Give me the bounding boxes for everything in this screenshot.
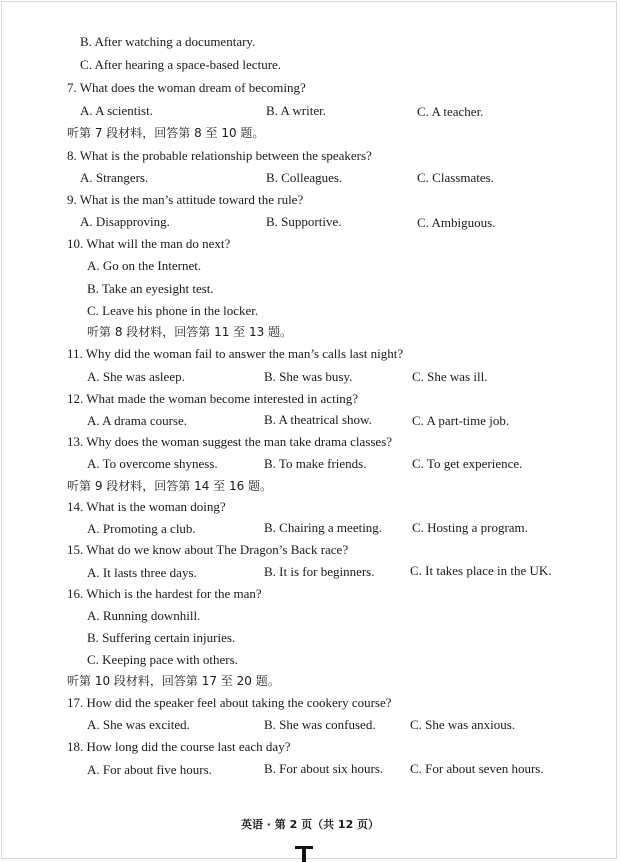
question-9: 9. What is the man’s attitude toward the rule? [67, 192, 304, 207]
option-8a: A. Strangers. [80, 170, 149, 185]
option-13b: B. To make friends. [264, 456, 367, 471]
question-13: 13. Why does the woman suggest the man take drama classes? [67, 434, 393, 449]
crop-mark-stem [302, 846, 306, 862]
section-heading-10: 听第 10 段材料，回答第 17 至 20 题。 [67, 674, 280, 688]
option-7b: B. A writer. [266, 103, 326, 118]
question-17: 17. How did the speaker feel about taking the cookery course? [67, 695, 392, 710]
question-15: 15. What do we know about The Dragon’s Back race? [67, 542, 349, 557]
option-11a: A. She was asleep. [87, 369, 185, 384]
option-16b: B. Suffering certain injuries. [87, 630, 236, 645]
option-14a: A. Promoting a club. [87, 521, 196, 536]
question-16: 16. Which is the hardest for the man? [67, 586, 262, 601]
option-15c: C. It takes place in the UK. [410, 563, 552, 578]
option-7c: C. A teacher. [417, 104, 484, 119]
option-17a: A. She was excited. [87, 717, 190, 732]
option-9c: C. Ambiguous. [417, 215, 496, 230]
option-9b: B. Supportive. [266, 214, 342, 229]
option-18b: B. For about six hours. [264, 761, 384, 776]
section-heading-8: 听第 8 段材料，回答第 11 至 13 题。 [87, 325, 293, 339]
option-12c: C. A part-time job. [412, 413, 510, 428]
option-18c: C. For about seven hours. [410, 761, 544, 776]
question-14: 14. What is the woman doing? [67, 499, 226, 514]
option-14c: C. Hosting a program. [412, 520, 528, 535]
page-footer: 英语 · 第 2 页（共 12 页） [240, 818, 380, 831]
option-16a: A. Running downhill. [87, 608, 201, 623]
section-heading-9: 听第 9 段材料，回答第 14 至 16 题。 [67, 479, 273, 493]
option-14b: B. Chairing a meeting. [264, 520, 383, 535]
option-6b: B. After watching a documentary. [80, 34, 256, 49]
question-10: 10. What will the man do next? [67, 236, 231, 251]
option-15b: B. It is for beginners. [264, 564, 375, 579]
option-9a: A. Disapproving. [80, 214, 170, 229]
option-10b: B. Take an eyesight test. [87, 281, 214, 296]
question-12: 12. What made the woman become interested in acting? [67, 391, 359, 406]
option-11c: C. She was ill. [412, 369, 488, 384]
option-12a: A. A drama course. [87, 413, 188, 428]
option-17b: B. She was confused. [264, 717, 376, 732]
option-16c: C. Keeping pace with others. [87, 652, 238, 667]
option-15a: A. It lasts three days. [87, 565, 197, 580]
option-13c: C. To get experience. [412, 456, 523, 471]
question-7: 7. What does the woman dream of becoming? [67, 80, 306, 95]
option-18a: A. For about five hours. [87, 762, 212, 777]
option-10a: A. Go on the Internet. [87, 258, 202, 273]
option-12b: B. A theatrical show. [264, 412, 372, 427]
option-13a: A. To overcome shyness. [87, 456, 218, 471]
option-10c: C. Leave his phone in the locker. [87, 303, 259, 318]
option-8c: C. Classmates. [417, 170, 494, 185]
question-11: 11. Why did the woman fail to answer the man’s calls last night? [67, 346, 404, 361]
question-8: 8. What is the probable relationship between the speakers? [67, 148, 372, 163]
option-17c: C. She was anxious. [410, 717, 516, 732]
question-18: 18. How long did the course last each day? [67, 739, 291, 754]
option-6c: C. After hearing a space-based lecture. [80, 57, 282, 72]
section-heading-7: 听第 7 段材料，回答第 8 至 10 题。 [67, 126, 265, 140]
option-7a: A. A scientist. [80, 103, 153, 118]
option-11b: B. She was busy. [264, 369, 353, 384]
option-8b: B. Colleagues. [266, 170, 343, 185]
